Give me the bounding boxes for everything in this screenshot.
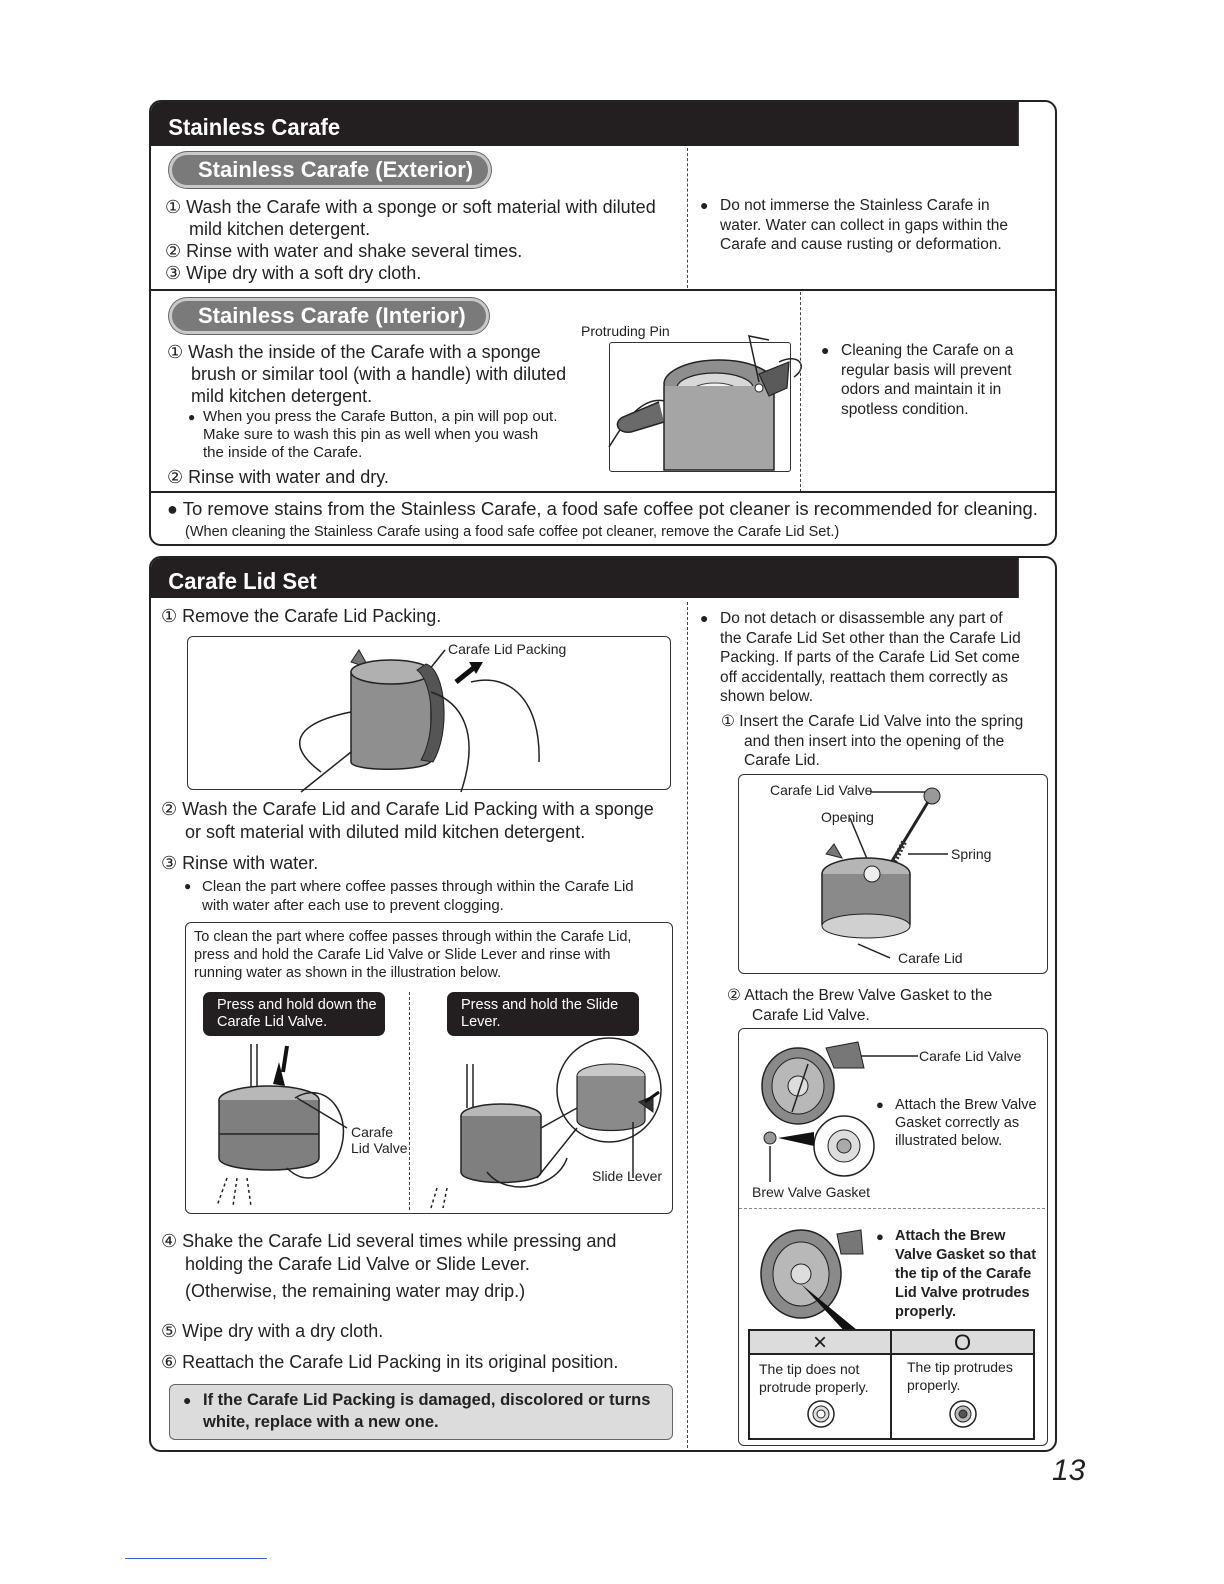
line: Lid Valve [351,1140,408,1156]
line: ② Wash the Carafe Lid and Carafe Lid Packing with a sponge [161,799,654,819]
line: properly. [895,1304,956,1320]
note-line: odors and maintain it in [841,381,1002,398]
carafe-lid-set-panel [149,556,1057,1452]
valve-assembly-illustration [738,774,1048,974]
packing-illustration [261,642,561,792]
stainless-carafe-panel [149,100,1057,546]
line: ① Wash the inside of the Carafe with a sponge [167,342,541,362]
line: Lever. [461,1014,501,1030]
line: the tip of the Carafe [895,1266,1032,1282]
comparison-table [748,1329,1035,1440]
bullet-icon: ● [184,879,192,893]
lid-step-4-sub: (Otherwise, the remaining water may drip.) [185,1281,526,1301]
line: Carafe [351,1124,394,1140]
line: To clean the part where coffee passes through within the Carafe Lid, [194,929,632,945]
line: ④ Shake the Carafe Lid several times while pressing and [161,1231,617,1251]
line: Carafe Lid. [744,752,820,769]
lid-step-3: ③ Rinse with water. [161,853,319,873]
line: The tip protrudes [907,1359,1013,1375]
exterior-step-3: ③ Wipe dry with a soft dry cloth. [165,263,422,283]
line: Carafe Lid Valve. [217,1014,328,1030]
exterior-step-2: ② Rinse with water and shake several times. [165,241,523,261]
replace-note-text [183,1389,651,1433]
line: and then insert into the opening of the [744,732,1005,750]
line: brush or similar tool (with a handle) with diluted [191,364,567,384]
line: The tip does not [759,1361,860,1377]
line: ● When you press the Carafe Button, a pin will pop out. [188,408,558,425]
pin-note [188,408,558,462]
lid-step-6: ⑥ Reattach the Carafe Lid Packing in its original position. [161,1352,619,1372]
line: protrude properly. [759,1379,869,1395]
gasket-bad-icon [806,1399,836,1429]
rinse-box-text [194,928,631,982]
note-line: off accidentally, reattach them correctly as [720,668,1009,686]
protruding-pin-label: Protruding Pin [581,323,670,339]
fig3-note [876,1227,1037,1322]
line: Press and hold down the [217,997,377,1013]
lid-step-5: ⑤ Wipe dry with a dry cloth. [161,1321,384,1341]
exterior-step-1: ① Wash the Carafe with a sponge or soft material with diluted [165,197,656,217]
good-header: O [892,1331,1033,1355]
valve-label [351,1124,408,1156]
gasket-correct-illustration [751,1214,871,1324]
line: ● Clean the part where coffee passes through within the Carafe Lid [184,878,634,895]
line: Lid Valve protrudes [895,1285,1030,1301]
divider [687,602,688,1448]
line: the inside of the Carafe. [203,444,363,461]
line: illustrated below. [895,1133,1003,1149]
note-line: water. Water can collect in gaps within the [720,216,1009,234]
note-line: the Carafe Lid Set other than the Carafe Lid [720,629,1021,647]
good-text [907,1358,1013,1394]
line: or soft material with diluted mild kitchen detergent. [185,822,586,842]
note-line: regular basis will prevent [841,361,1012,379]
interior-step-2: ② Rinse with water and dry. [167,467,389,487]
divider [687,148,688,288]
line: ● Attach the Brew Valve [876,1097,1037,1113]
note-line: spotless condition. [841,400,969,418]
stain-note: ● To remove stains from the Stainless Carafe, a food safe coffee pot cleaner is recommended for cleaning. [167,498,1038,519]
line: ① Insert the Carafe Lid Valve into the spring [721,713,1024,730]
lid-step-3-note [184,877,634,915]
line: mild kitchen detergent. [191,386,373,406]
line: ● If the Carafe Lid Packing is damaged, discolored or turns [183,1391,651,1409]
divider [409,992,410,1210]
right-note [720,609,1050,707]
line: ● Attach the Brew [876,1228,1006,1244]
lid-step-4 [161,1230,616,1276]
line: Valve Gasket so that [895,1247,1037,1263]
interior-step-1 [167,341,566,407]
divider [739,1208,1045,1209]
note-line: ● Cleaning the Carafe on a [841,342,1014,359]
bullet-icon: ● [876,1097,884,1112]
line: ② Attach the Brew Valve Gasket to the [727,987,993,1004]
line: Make sure to wash this pin as well when you wash [203,426,539,443]
lid-step-1: ① Remove the Carafe Lid Packing. [161,606,442,626]
bad-text [759,1360,868,1396]
gasket-good-icon [948,1399,978,1429]
note-line: shown below. [720,688,814,705]
interior-note [841,341,1041,419]
lid-step-2 [161,798,654,844]
note-line: ● Do not detach or disassemble any part of [720,610,1003,627]
footer-rule [125,1558,267,1559]
fig1-lid-label: Carafe Lid [898,950,963,966]
section-title: Stainless Carafe [151,102,1019,146]
slide-lever-label: Slide Lever [592,1168,663,1184]
exterior-pill: Stainless Carafe (Exterior) [169,152,491,188]
valve-press-illustration [207,1038,407,1208]
line: properly. [907,1377,961,1393]
line: with water after each use to prevent clogging. [202,897,504,914]
line: running water as shown in the illustration below. [194,965,502,981]
bad-header: × [750,1331,892,1355]
page-number: 13 [1052,1454,1086,1487]
fig1-valve-label: Carafe Lid Valve [770,782,873,798]
bullet-icon: ● [188,410,196,424]
line: Gasket correctly as [895,1115,1020,1131]
fig1-opening-label: Opening [821,809,874,825]
rule [151,289,1055,291]
bullet-icon: ● [876,1229,884,1244]
line: holding the Carafe Lid Valve or Slide Lever. [185,1254,530,1274]
divider [800,292,801,492]
line: white, replace with a new one. [203,1413,439,1431]
line: press and hold the Carafe Lid Valve or Slide Lever and rinse with [194,947,611,963]
line: Press and hold the Slide [461,997,619,1013]
exterior-note [720,196,1040,255]
bullet-icon: ● [183,1392,192,1408]
bullet-icon: ● [167,499,178,519]
note-line: Carafe and cause rusting or deformation. [720,236,1002,253]
interior-pill: Stainless Carafe (Interior) [169,298,489,334]
stain-sub: (When cleaning the Stainless Carafe using a food safe coffee pot cleaner, remove the Carafe Lid Set.) [185,524,840,540]
note-line: ● Do not immerse the Stainless Carafe in [720,197,990,214]
rule [151,491,1055,493]
fig2-valve-label: Carafe Lid Valve [919,1048,1022,1064]
attach-step [727,986,992,1025]
note-line: Packing. If parts of the Carafe Lid Set come [720,649,1020,666]
insert-step [721,712,1023,771]
section-title: Carafe Lid Set [151,558,1019,598]
gasket-illustration [738,1028,1048,1198]
carafe-illustration [609,322,809,462]
press-slide-label [447,992,639,1036]
fig2-gasket-label: Brew Valve Gasket [752,1184,871,1200]
fig1-spring-label: Spring [951,846,992,862]
packing-label: Carafe Lid Packing [448,641,567,657]
exterior-step-1-cont: mild kitchen detergent. [189,219,371,239]
press-valve-label [203,992,385,1036]
line: Carafe Lid Valve. [752,1006,870,1024]
